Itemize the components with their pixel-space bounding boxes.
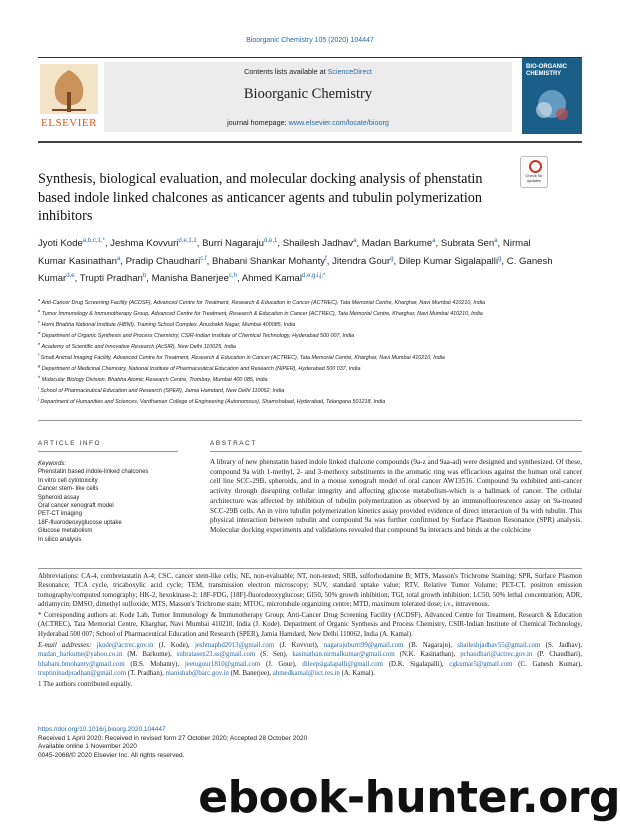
doi-link[interactable]: https://doi.org/10.1016/j.bioorg.2020.104447 [38, 726, 166, 733]
affiliation: $^i$ School of Pharmaceutical Education and Research (SPER), Jamia Hamdard, New Delhi 110062, India [38, 385, 285, 394]
email-link[interactable]: jeshmaphd2013@gmail.com [194, 642, 275, 650]
publication-info [38, 726, 582, 760]
article-title: Synthesis, biological evaluation, and molecular docking analysis of phenstatin based indole linked chalcones as anticancer agents and tubulin polymerization inhibitors [38, 171, 483, 224]
author-name[interactable]: Bhabani Shankar Mohanty [211, 255, 326, 267]
affiliation-marker: f [38, 352, 40, 357]
email-note: E-mail addresses: jkode@actrec.gov.in (J. Kode), jeshmaphd2013@gmail.com (J. Kovvuri), nagarajuburri99@gmail.com (B. Nagaraju), shaileshjadhav55@gmail.com (S. Jadhav), madan_barkume@yahoo.co.in (M. Barkume), subratasen23.ss@gmail.com (S. Sen), kasinathan.nirmalkumar@gmail.com (N.K. Kasinathan), pchaudhari@actrec.gov.in (P. Chaudhari), bhabani.bmohanty@gmail.com (B.S. Mohanty), jeetugour1810@gmail.com (J. Gour), dileepsigalapalli@gmail.com (D.K. Sigalapalli), cgkumar5@gmail.com (C. Ganesh Kumar), truptininadpradhan@gmail.com (T. Pradhan), manishab@barc.gov.in (M. Banerjee), ahmedkamal@iict.res.in (A. Kamal). [38, 642, 582, 677]
author-name[interactable]: Trupti Pradhan [79, 273, 143, 285]
affiliation-marker: c [38, 319, 40, 324]
contents-line [104, 67, 512, 76]
affiliation-marker: j [38, 396, 39, 401]
author-name[interactable]: Nirmal Kumar Kasinathan [38, 238, 531, 267]
cover-title: BIO-ORGANIC CHEMISTRY [526, 64, 567, 77]
author-affiliation-marker[interactable]: g [498, 255, 502, 262]
email-link[interactable]: nagarajuburri99@gmail.com [323, 642, 404, 650]
copyright: 0045-2068/© 2020 Elsevier Inc. All rights reserved. [38, 751, 185, 759]
author-affiliation-marker[interactable]: f [325, 255, 327, 262]
author-name[interactable]: Madan Barkume [361, 238, 433, 250]
keywords-block [38, 460, 188, 544]
author-affiliation-marker[interactable]: b [142, 273, 147, 280]
email-link[interactable]: kasinathan.nirmalkumar@gmail.com [292, 651, 395, 659]
affiliation: $^b$ Tumor Immunology & Immunotherapy Group, Advanced Centre for Treatment, Research & Education in Cancer (ACTREC), Tata Memorial Centre, Kharghar, Navi Mumbai 410210, India [38, 308, 483, 317]
footnotes [38, 572, 582, 692]
author-affiliation-marker[interactable]: a [116, 255, 121, 262]
author-affiliation-marker[interactable]: a,b,c,1,* [82, 238, 105, 244]
author-name[interactable]: Jyoti Kode [38, 238, 83, 250]
article-info-divider [38, 451, 178, 452]
author-name[interactable]: Pradip Chaudhari [125, 255, 201, 267]
email-link[interactable]: truptininadpradhan@gmail.com [38, 669, 127, 677]
author-affiliation-marker[interactable]: g [390, 255, 394, 262]
email-label: E-mail addresses: [38, 642, 92, 650]
author-affiliation-marker[interactable]: a [353, 238, 357, 244]
keyword: Glucose metabolism [38, 528, 93, 535]
author-name[interactable]: Dilep Kumar Sigalapalli [398, 255, 499, 267]
equal-contribution-note: 1 The authors contributed equally. [38, 681, 133, 689]
online-date: Available online 1 November 2020 [38, 743, 137, 750]
keyword: Phenstatin based indole-linked chalcones [38, 469, 149, 476]
check-for-updates-badge[interactable] [520, 156, 548, 188]
homepage-prefix: journal homepage: [227, 118, 289, 127]
sciencedirect-link[interactable]: ScienceDirect [327, 67, 372, 76]
footnote-divider [38, 568, 582, 569]
affiliation: $^f$ Small Animal Imaging Facility, Advanced Centre for Treatment, Research & Education in Cancer (ACTREC), Tata Memorial Centre, Kharghar, Navi Mumbai 410210, India [38, 352, 445, 361]
keyword: PET-CT imaging [38, 511, 82, 518]
homepage-line [104, 118, 512, 127]
affiliation-marker: b [38, 308, 41, 313]
affiliation: $^h$ Molecular Biology Division, Bhabha Atomic Research Centre, Trombay, Mumbai 400 085, India [38, 374, 268, 383]
affiliation-list [38, 296, 582, 406]
email-link[interactable]: pchaudhari@actrec.gov.in [460, 651, 533, 659]
email-link[interactable]: manishab@barc.gov.in [165, 669, 229, 677]
author-name[interactable]: Burri Nagaraju [202, 238, 264, 250]
email-link[interactable]: bhabani.bmohanty@gmail.com [38, 660, 125, 668]
author-affiliation-marker[interactable]: d,e,g,i,j,* [302, 273, 326, 280]
author-affiliation-marker[interactable]: c,h [228, 273, 237, 280]
abbreviations-note: Abbreviations: CA-4, combretastatin A-4; CSC, cancer stem-like cells; NE, non-evaluable; NT, non-tested; SRB, sulforhodamine B; MTS, Masson's Trichrome Staining; SPR, Surface Plasmon Resonance; TCA cycle, tricaboxylic acid cycle; TEM, transmission electron microscopy; SUV, standard uptake value; RTV, Relative Tumor Volume; PET-CT, positron emission tomography/computed tomography; HK-2, hexokinase-2; 18F-FDG, [18F]-fluorodeoxyglucose; GI50, 50% growth inhibition; TGI, total growth inhibition; LC50, 50% lethal concentration; ADR, adriamycin; DMSO, dimethyl sulfoxide; MTS, Masson's Trichrome stain; MTOC, microtubule organizing centre; MTD, maximum tolerated dose; i.v., intravenous. [38, 573, 582, 608]
affiliation: $^j$ Department of Humanities and Sciences, Vardhaman College of Engineering (Autonomous), Shamshabad, Hyderabad, Telangana 501218, India [38, 396, 386, 405]
keyword: In vitro cell cytotoxicity [38, 477, 98, 484]
received-dates: Received 1 April 2020; Received in revised form 27 October 2020; Accepted 28 October 2020 [38, 734, 308, 742]
homepage-link[interactable]: www.elsevier.com/locate/bioorg [288, 118, 389, 127]
affiliation: $^d$ Department of Organic Synthesis and Process Chemistry, CSIR-Indian Institute of Chemical Technology, Hyderabad 500 007, India [38, 330, 355, 339]
author-affiliation-marker[interactable]: a [432, 238, 436, 244]
journal-cover-image[interactable] [522, 58, 582, 134]
author-name[interactable]: Jitendra Gour [332, 255, 391, 267]
update-ring-icon [529, 160, 542, 173]
keyword: In silico analysis [38, 536, 82, 543]
abstract-text: A library of new phenstatin based indole linked chalcone compounds (9a-z and 9aa-ad) were designed and synthesized. Of these, compound 9a with 1-methyl, 2- and 3-methoxy substituents in the aromatic ring was efficacious against the human oral cancer cell line SCC-29B, spheroids, and in a mouse xenograft model of oral cancer AW13516. Compound 9a exhibited anti-cancer activity through disrupting cellular integrity and affecting glucose metabolism-which is a hallmark of cancer. The cellular architecture was affected by inhibition of tubulin polymerization as observed by an immunofluorescence assay on 9a-treated SCC-29B cells. An in vitro tubulin polymerization kinetics assay provided evidence of direct interaction of 9a with tubulin. This physical interaction between tubulin and compound 9a was further confirmed by Surface Plasmon Resonance (SPR) analysis. Molecular docking experiments and validations revealed that compound 9a interacts and binds at the colchicine [210, 458, 582, 534]
author-name[interactable]: Jeshma Kovvuri [110, 238, 179, 250]
affiliation-marker: h [38, 374, 41, 379]
keyword: Spheroid assay [38, 494, 80, 501]
email-link[interactable]: shaileshjadhav55@gmail.com [457, 642, 541, 650]
keywords-list [38, 468, 188, 544]
email-link[interactable]: jkode@actrec.gov.in [96, 642, 154, 650]
abstract-heading: ABSTRACT [210, 440, 257, 447]
corresponding-note: * Corresponding authors at: Kode Lab, Tumor Immunology & Immunotherapy Group; Anti-Cancer Drug Screening Facility (ACDSF), Advanced Centre for Treatment, Research & Education (ACTREC), Tata Memorial Centre, Kharghar, Navi Mumbai 410210, India (J. Kode). Department of Organic Synthesis and Process Chemistry, CSIR-Indian Institute of Chemical Technology, Hyderabad 500 007; School of Pharmaceutical Education and Research (SPER), Jamia Hamdard, New Delhi 110062, India (A. Kamal). [38, 612, 582, 638]
affiliation: $^a$ Anti-Cancer Drug Screening Facility (ACDSF), Advanced Centre for Treatment, Research & Education in Cancer (ACTREC), Tata Memorial Centre, Kharghar, Navi Mumbai 410210, India [38, 297, 486, 306]
email-link[interactable]: ahmedkamal@iict.res.in [272, 669, 340, 677]
author-affiliation-marker[interactable]: d,e,1 [263, 238, 278, 244]
abstract-divider [210, 451, 582, 452]
keyword: Oral cancer xenograft model [38, 503, 114, 510]
divider [38, 420, 582, 421]
email-link[interactable]: dileepsigalapalli@gmail.com [302, 660, 384, 668]
author-affiliation-marker[interactable]: d,e,1,1 [178, 238, 197, 244]
affiliation-marker: i [38, 385, 39, 390]
affiliation-marker: g [38, 363, 41, 368]
elsevier-logo[interactable] [38, 62, 100, 132]
author-name[interactable]: Shailesh Jadhav [282, 238, 354, 250]
email-link[interactable]: madan_barkume@yahoo.co.in [38, 651, 123, 659]
author-affiliation-marker[interactable]: c,f [200, 255, 207, 262]
article-info-heading: ARTICLE INFO [38, 440, 102, 447]
keywords-heading: Keywords: [38, 461, 67, 467]
keyword: Cancer stem- like cells [38, 486, 99, 493]
affiliation-marker: e [38, 341, 41, 346]
author-list: Jyoti Kode$^{a,b,c,1,*}$, Jeshma Kovvuri$^{d,e,1,1}$, Burri Nagaraju$^{d,e,1}$, Shailesh Jadhav$^a$, Madan Barkume$^a$, Subrata Sen$^a$, Nirmal Kumar Kasinathan$^a$, Pradip Chaudhari$^{c,f}$, Bhabani Shankar Mohanty$^f$, Jitendra Gour$^g$, Dilep Kumar Sigalapalli$^g$, C. Ganesh Kumar$^{d,e}$, Trupti Pradhan$^b$, Manisha Banerjee$^{c,h}$, Ahmed Kamal$^{d,e,g,i,j,*}$ [38, 238, 553, 285]
author-name[interactable]: C. Ganesh Kumar [38, 255, 553, 285]
contents-prefix: Contents lists available at [244, 67, 328, 76]
email-link[interactable]: cgkumar5@gmail.com [449, 660, 513, 668]
author-name[interactable]: Manisha Banerjee [151, 273, 229, 285]
email-link[interactable]: jeetugour1810@gmail.com [184, 660, 261, 668]
author-affiliation-marker[interactable]: d,e [66, 273, 75, 280]
watermark-text: ebook-hunter.org [198, 772, 620, 823]
keyword: 18F-fluorodeoxyglucose uptake [38, 519, 122, 526]
elsevier-wordmark: ELSEVIER [41, 117, 97, 129]
affiliation: $^c$ Homi Bhabha National Institute (HBNI), Training School Complex, Anushakti Nagar, Mumbai 400085, India [38, 319, 296, 328]
check-updates-label: Check for updates [525, 173, 543, 183]
affiliation-marker: a [38, 297, 41, 302]
journal-reference[interactable]: Bioorganic Chemistry 105 (2020) 104447 [246, 37, 374, 44]
header-divider [38, 141, 582, 143]
journal-name: Bioorganic Chemistry [243, 86, 373, 102]
affiliation: $^g$ Department of Medicinal Chemistry, National Institute of Pharmaceutical Education and Research (NIPER), Hyderabad 500 037, India [38, 363, 361, 372]
email-link[interactable]: subratasen23.ss@gmail.com [176, 651, 256, 659]
affiliation-marker: d [38, 330, 41, 335]
author-affiliation-marker[interactable]: a [494, 238, 498, 244]
author-name[interactable]: Subrata Sen [440, 238, 495, 250]
author-name[interactable]: Ahmed Kamal [241, 273, 303, 285]
affiliation: $^e$ Academy of Scientific and Innovative Research (AcSIR), New Delhi 110025, India [38, 341, 236, 350]
